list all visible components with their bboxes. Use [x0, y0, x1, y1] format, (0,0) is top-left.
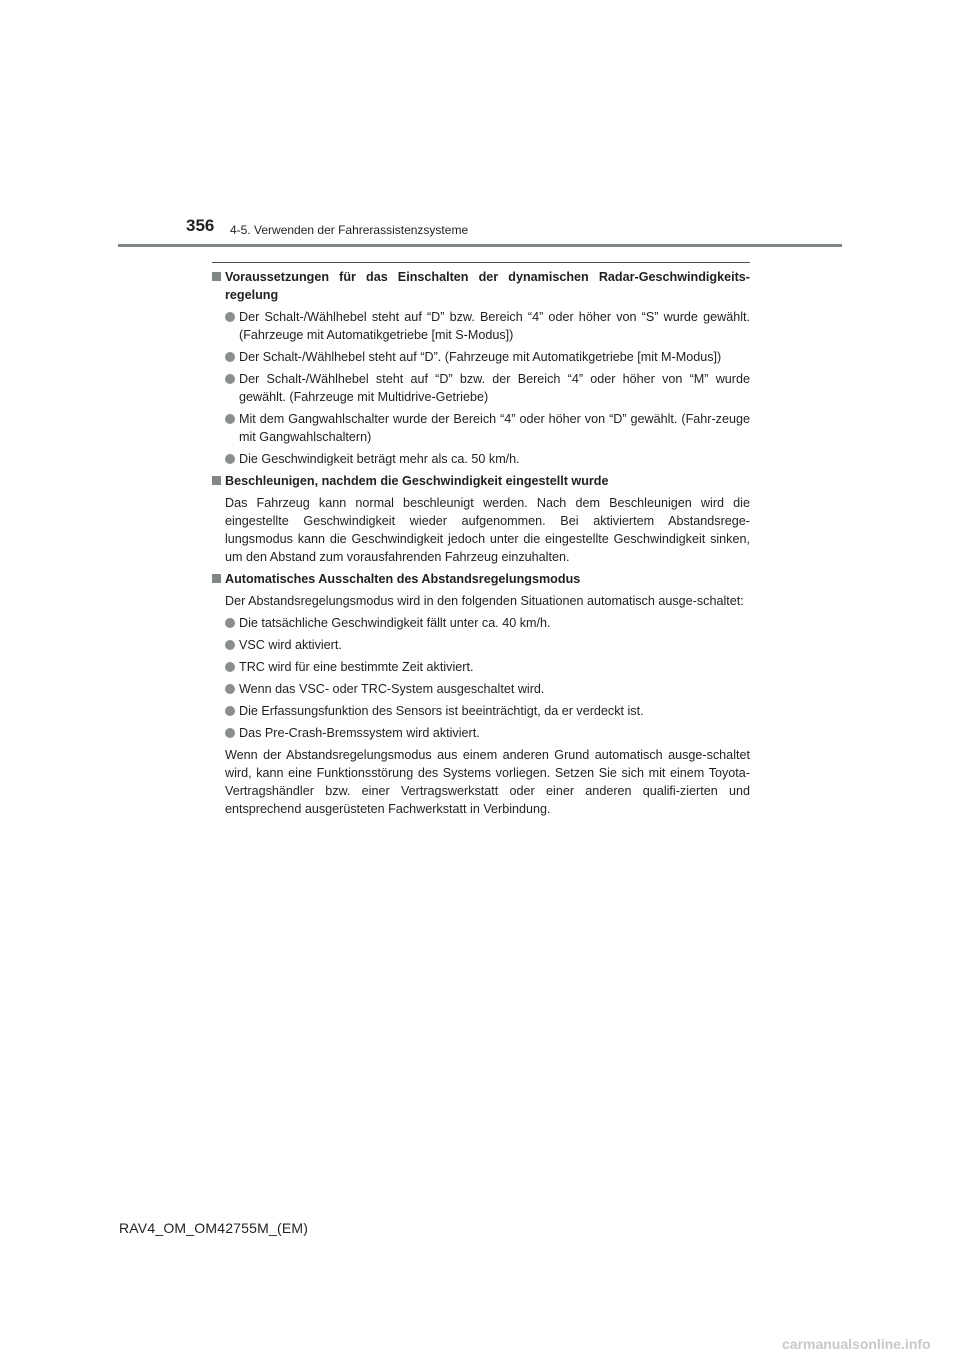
list-item: Die tatsächliche Geschwindigkeit fällt unter ca. 40 km/h. [212, 614, 750, 632]
list-item: Das Pre-Crash-Bremssystem wird aktiviert. [212, 724, 750, 742]
list-item: Mit dem Gangwahlschalter wurde der Bereich “4” oder höher von “D” gewählt. (Fahr-zeuge mit Gangwahlschaltern) [212, 410, 750, 446]
round-bullet-icon [225, 374, 235, 384]
list-item: VSC wird aktiviert. [212, 636, 750, 654]
round-bullet-icon [225, 414, 235, 424]
square-bullet-icon [212, 272, 221, 281]
list-item: Der Schalt-/Wählhebel steht auf “D” bzw. der Bereich “4” oder höher von “M” wurde gewählt. (Fahrzeuge mit Multidrive-Getriebe) [212, 370, 750, 406]
section-heading: Voraussetzungen für das Einschalten der dynamischen Radar-Geschwindigkeits-regelung [212, 268, 750, 304]
list-item: Wenn das VSC- oder TRC-System ausgeschaltet wird. [212, 680, 750, 698]
list-item: Der Schalt-/Wählhebel steht auf “D” bzw. Bereich “4” oder höher von “S” wurde gewählt. (Fahrzeuge mit Automatikgetriebe [mit S-Modus]) [212, 308, 750, 344]
square-bullet-icon [212, 574, 221, 583]
paragraph: Das Fahrzeug kann normal beschleunigt werden. Nach dem Beschleunigen wird die eingestellte Geschwindigkeit wieder aufgenommen. Bei aktiviertem Abstandsrege-lungsmodus kann die Geschwindigkeit jedoch unter die eingestellte Geschwindigkeit sinken, um den Abstand zum vorausfahrenden Fahrzeug einzuhalten. [225, 496, 750, 564]
round-bullet-icon [225, 618, 235, 628]
round-bullet-icon [225, 728, 235, 738]
round-bullet-icon [225, 662, 235, 672]
list-item: Der Schalt-/Wählhebel steht auf “D”. (Fahrzeuge mit Automatikgetriebe [mit M-Modus]) [212, 348, 750, 366]
page-number: 356 [186, 216, 215, 235]
round-bullet-icon [225, 352, 235, 362]
list-item: TRC wird für eine bestimmte Zeit aktiviert. [212, 658, 750, 676]
section-heading: Automatisches Ausschalten des Abstandsregelungsmodus [212, 570, 750, 588]
round-bullet-icon [225, 640, 235, 650]
page-content [212, 268, 750, 822]
section-rule [212, 262, 750, 263]
round-bullet-icon [225, 454, 235, 464]
footer-doc-code: RAV4_OM_OM42755M_(EM) [119, 1220, 309, 1236]
watermark: carmanualsonline.info [782, 1336, 931, 1352]
header-rule [118, 244, 842, 247]
round-bullet-icon [225, 312, 235, 322]
paragraph: Wenn der Abstandsregelungsmodus aus einem anderen Grund automatisch ausge-schaltet wird, kann eine Funktionsstörung des Systems vorliegen. Setzen Sie sich mit einem Toyota-Vertragshändler bzw. einer Vertragswerkstatt oder einer anderen qualifi-zierten und entsprechend ausgerüsteten Fachwerkstatt in Verbindung. [225, 748, 750, 816]
chapter-title: 4-5. Verwenden der Fahrerassistenzsysteme [230, 223, 469, 237]
round-bullet-icon [225, 706, 235, 716]
round-bullet-icon [225, 684, 235, 694]
paragraph: Der Abstandsregelungsmodus wird in den folgenden Situationen automatisch ausge-schaltet: [225, 594, 744, 608]
list-item: Die Erfassungsfunktion des Sensors ist beeinträchtigt, da er verdeckt ist. [212, 702, 750, 720]
square-bullet-icon [212, 476, 221, 485]
section-heading: Beschleunigen, nachdem die Geschwindigkeit eingestellt wurde [212, 472, 750, 490]
list-item: Die Geschwindigkeit beträgt mehr als ca. 50 km/h. [212, 450, 750, 468]
